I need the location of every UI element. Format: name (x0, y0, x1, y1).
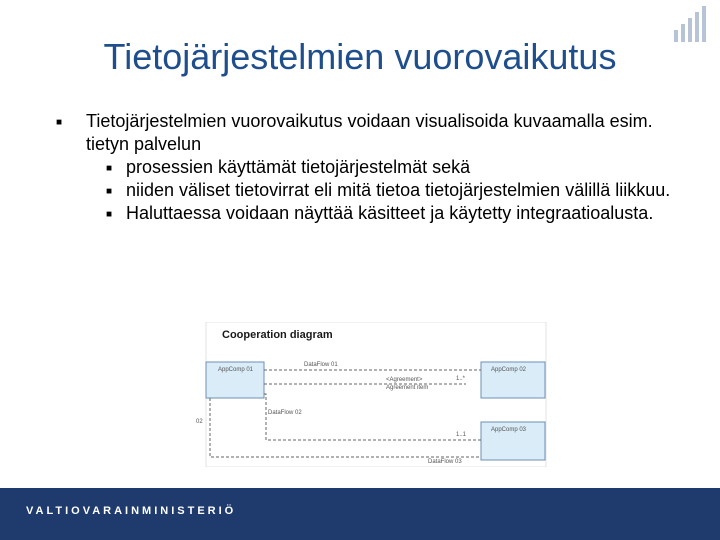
bullet-marker: ■ (106, 209, 113, 220)
organization-name: VALTIOVARAINMINISTERIÖ (26, 505, 237, 517)
slide-title: Tietojärjestelmien vuorovaikutus (103, 36, 617, 77)
bullet-marker: ■ (56, 117, 63, 128)
multiplicity-label: 1..* (456, 376, 466, 382)
multiplicity-label: 1..1 (456, 432, 467, 438)
sub-bullet-item (54, 156, 694, 179)
side-label: 02 (196, 419, 203, 425)
cooperation-diagram (196, 322, 556, 467)
bullet-list (54, 110, 694, 225)
sub-bullet-item (54, 179, 694, 202)
sub-bullet-text: prosessien käyttämät tietojärjestelmät sekä (126, 157, 471, 177)
footer-band (0, 488, 720, 540)
app-component-01-label: AppComp 01 (218, 367, 254, 373)
bullet-marker: ■ (106, 163, 113, 174)
agreement-label: <Agreement> (386, 377, 423, 383)
data-flow-02-label: DataFlow 02 (268, 410, 302, 416)
sub-bullet-text: Haluttaessa voidaan näyttää käsitteet ja käytetty integraatioalusta. (126, 203, 654, 223)
bullet-text: Tietojärjestelmien vuorovaikutus voidaan visualisoida kuvaamalla esim. tietyn palvelun (86, 111, 653, 154)
bullet-item (54, 110, 694, 156)
diagram-title: Cooperation diagram (222, 329, 333, 341)
app-component-02-label: AppComp 02 (491, 367, 527, 373)
app-component-03-label: AppComp 03 (491, 427, 527, 433)
agreement-name-label: Agreement item (386, 385, 429, 391)
data-flow-03-label: DataFlow 03 (428, 459, 462, 465)
sub-bullet-item (54, 202, 694, 225)
sub-bullet-text: niiden väliset tietovirrat eli mitä tietoa tietojärjestelmien välillä liikkuu. (126, 180, 671, 200)
bullet-marker: ■ (106, 186, 113, 197)
data-flow-01-label: DataFlow 01 (304, 362, 338, 368)
